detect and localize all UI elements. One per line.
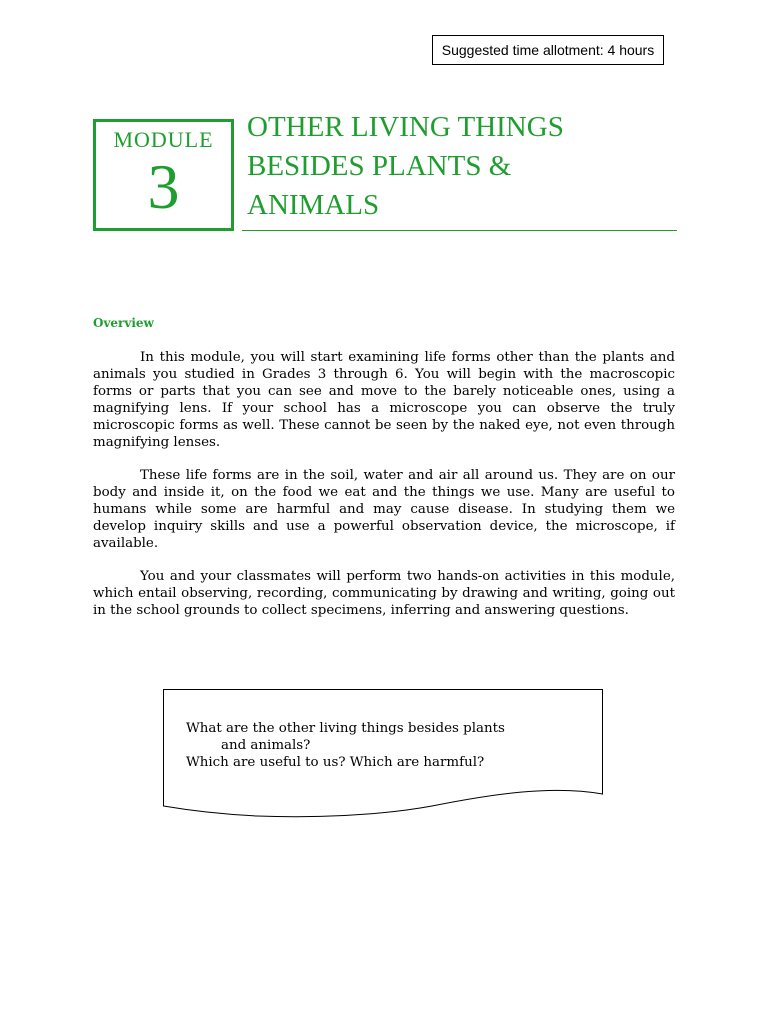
module-title-line-2: BESIDES PLANTS &	[247, 150, 512, 182]
module-label: MODULE	[113, 127, 214, 152]
key-question-line-3: Which are useful to us? Which are harmful?	[186, 755, 485, 770]
module-number: 3	[147, 151, 180, 222]
module-title	[247, 108, 677, 225]
module-title-line-1: OTHER LIVING THINGS	[247, 111, 564, 143]
overview-body	[93, 349, 675, 635]
time-allotment-box: Suggested time allotment: 4 hours	[432, 35, 664, 65]
overview-paragraph-3: You and your classmates will perform two hands-on activities in this module, which entail observing, recording, communicating by drawing and writing, going out in the school grounds to collect specimens, inferring and answering questions.	[93, 569, 675, 618]
overview-paragraph-1: In this module, you will start examining life forms other than the plants and animals you studied in Grades 3 through 6. You will begin with the macroscopic forms or parts that you can see and move to the barely noticeable ones, using a magnifying lens. If your school has a microscope you can observe the truly microscopic forms as well. These cannot be seen by the naked eye, not even through magnifying lenses.	[93, 350, 675, 450]
key-question-line-2: and animals?	[221, 738, 311, 753]
overview-paragraph-2: These life forms are in the soil, water and air all around us. They are on our body and inside it, on the food we eat and the things we use. Many are useful to humans while some are harmful and may cause disease. In studying them we develop inquiry skills and use a powerful observation device, the microscope, if available.	[93, 468, 675, 551]
overview-heading: Overview	[93, 316, 154, 330]
key-questions-box	[162, 688, 604, 824]
key-question-line-1: What are the other living things besides plants	[186, 721, 505, 736]
module-title-line-3: ANIMALS	[247, 189, 380, 221]
title-underline	[242, 230, 677, 231]
key-questions-text	[186, 720, 586, 771]
module-badge	[93, 119, 234, 231]
